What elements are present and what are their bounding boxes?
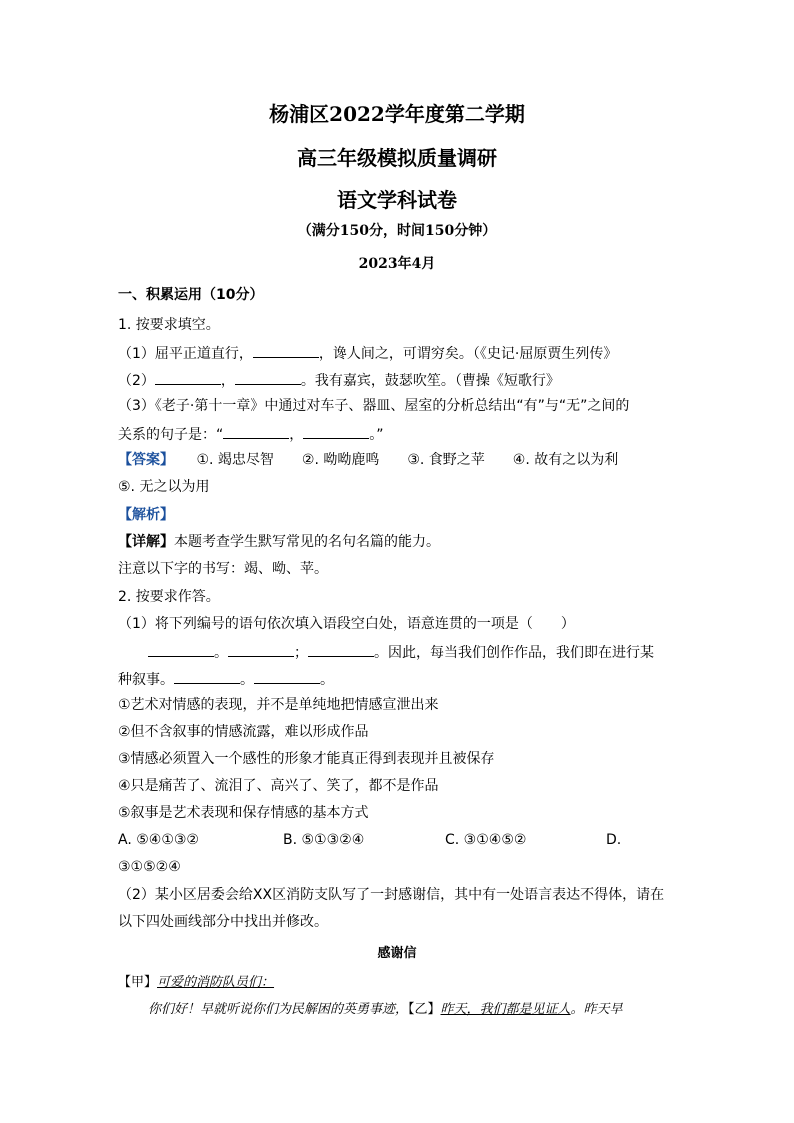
option-b[interactable]: B. ⑤①③②④ bbox=[283, 832, 365, 848]
exam-title-grade: 高三年级模拟质量调研 bbox=[297, 146, 497, 170]
sentence-2: ②但不含叙事的情感流露，难以形成作品 bbox=[118, 724, 369, 740]
detail-row bbox=[118, 533, 683, 551]
letter-yi-text: 昨天，我们都是见证人 bbox=[440, 1002, 571, 1017]
detail-tag: 【详解】 bbox=[118, 534, 174, 550]
answers-line2: ⑤. 无之以为用 bbox=[118, 479, 210, 495]
q2-item2-line1: （2）某小区居委会给XX区消防支队写了一封感谢信，其中有一处语言表达不得体，请在 bbox=[118, 887, 665, 903]
letter-body-b: 。昨天早 bbox=[570, 1002, 623, 1017]
q2-stem: 2. 按要求作答。 bbox=[118, 589, 220, 605]
fill-blank[interactable] bbox=[253, 343, 319, 358]
letter-yi-tag: 【乙】 bbox=[408, 1002, 441, 1017]
q1-item3-part-a: 关系的句子是：“ bbox=[118, 427, 224, 443]
exam-title-district: 杨浦区2022学年度第二学期 bbox=[269, 102, 525, 126]
q1-item1-part-a: （1）屈平正道直行， bbox=[118, 346, 253, 362]
letter-body-line bbox=[148, 998, 623, 1017]
exam-date: 2023年4月 bbox=[358, 256, 436, 272]
q2-blank-line2 bbox=[118, 669, 683, 689]
q2-blank-line1 bbox=[148, 642, 683, 662]
option-c[interactable]: C. ③①④⑤② bbox=[445, 832, 527, 848]
fill-blank[interactable] bbox=[174, 669, 240, 684]
analysis-tag: 【解析】 bbox=[118, 507, 174, 523]
q2-item1: （1）将下列编号的语句依次填入语段空白处，语意连贯的一项是（ ） bbox=[118, 616, 575, 632]
fill-blank[interactable] bbox=[223, 424, 289, 439]
writing-note: 注意以下字的书写：竭、呦、苹。 bbox=[118, 561, 328, 577]
fill-blank[interactable] bbox=[303, 424, 369, 439]
fill-blank[interactable] bbox=[308, 642, 374, 657]
q1-item1-part-b: ，谗人间之，可谓穷矣。（《史记·屈原贾生列传》 bbox=[318, 346, 618, 362]
q1-item2 bbox=[118, 370, 683, 390]
letter-salutation bbox=[118, 971, 274, 990]
q2-passage-text: 种叙事。 bbox=[118, 672, 174, 688]
punct: 。 bbox=[320, 672, 334, 688]
punct: ； bbox=[294, 645, 308, 661]
fill-blank[interactable] bbox=[235, 370, 301, 385]
punct: 。 bbox=[214, 645, 228, 661]
section-heading: 一、积累运用（10分） bbox=[118, 287, 264, 303]
letter-jia-tag: 【甲】 bbox=[118, 975, 158, 990]
letter-title: 感谢信 bbox=[377, 946, 417, 961]
sentence-3: ③情感必须置入一个感性的形象才能真正得到表现并且被保存 bbox=[118, 751, 495, 767]
fill-blank[interactable] bbox=[155, 370, 221, 385]
option-d[interactable]: D. bbox=[606, 832, 622, 848]
q2-passage-text: 。因此，每当我们创作作品，我们即在进行某 bbox=[374, 645, 654, 661]
exam-title-subject: 语文学科试卷 bbox=[337, 188, 457, 212]
fill-blank[interactable] bbox=[254, 669, 320, 684]
answer-row bbox=[118, 451, 683, 469]
punct: 。 bbox=[240, 672, 254, 688]
option-a[interactable]: A. ⑤④①③② bbox=[118, 832, 199, 848]
answer-tag: 【答案】 bbox=[118, 452, 174, 468]
q2-item2-line2: 以下四处画线部分中找出并修改。 bbox=[118, 914, 328, 930]
answers-line1: ①. 竭忠尽智 ②. 呦呦鹿鸣 ③. 食野之苹 ④. 故有之以为利 bbox=[196, 452, 619, 468]
letter-body-a: 你们好！早就听说你们为民解困的英勇事迹， bbox=[148, 1002, 409, 1017]
option-d-continued: ③①⑤②④ bbox=[118, 859, 181, 875]
sentence-5: ⑤叙事是艺术表现和保存情感的基本方式 bbox=[118, 805, 369, 821]
detail-text: 本题考查学生默写常见的名句名篇的能力。 bbox=[174, 534, 440, 550]
q1-item1 bbox=[118, 343, 683, 363]
fill-blank[interactable] bbox=[148, 642, 214, 657]
q1-item3-part-b: ， bbox=[289, 427, 304, 443]
q1-item3-part-c: 。” bbox=[369, 427, 384, 443]
q1-item3-line2 bbox=[118, 424, 683, 444]
fill-blank[interactable] bbox=[228, 642, 294, 657]
q1-item2-part-b: ， bbox=[220, 373, 235, 389]
q1-item3-line1: （3）《老子·第十一章》中通过对车子、器皿、屋室的分析总结出“有”与“无”之间的 bbox=[118, 398, 630, 414]
score-time-note: （满分150分，时间150分钟） bbox=[297, 223, 497, 239]
sentence-1: ①艺术对情感的表现，并不是单纯地把情感宣泄出来 bbox=[118, 697, 439, 713]
letter-jia-text: 可爱的消防队员们： bbox=[157, 975, 275, 990]
q1-item2-part-a: （2） bbox=[118, 373, 155, 389]
q1-stem: 1. 按要求填空。 bbox=[118, 317, 220, 333]
sentence-4: ④只是痛苦了、流泪了、高兴了、笑了，都不是作品 bbox=[118, 778, 439, 794]
q1-item2-part-c: 。我有嘉宾，鼓瑟吹笙。（曹操《短歌行》 bbox=[300, 373, 560, 389]
